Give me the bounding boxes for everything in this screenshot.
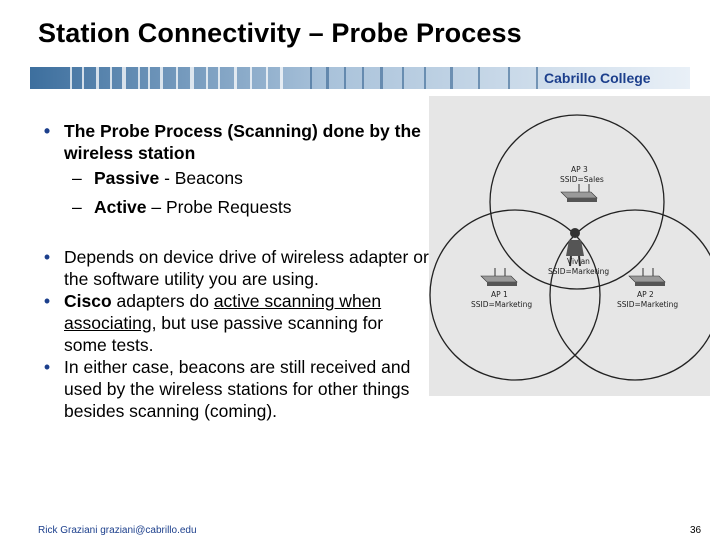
- bullet-dot-icon: •: [43, 357, 51, 377]
- bullet-text: Depends on device drive of wireless adapter or the software utility you are using.: [64, 247, 429, 289]
- bullet-text: The Probe Process (Scanning) done by the wireless station: [64, 121, 421, 163]
- bullet-list: [30, 120, 430, 422]
- sub-bullet-passive: [30, 164, 430, 193]
- bullet-dot-icon: •: [43, 291, 51, 311]
- bullet-beacons: [30, 356, 430, 422]
- ap3-name: AP 3: [571, 165, 588, 174]
- college-logo-text: Cabrillo College: [544, 70, 651, 86]
- bullet-underlined: active scanning when associating: [64, 291, 382, 333]
- sub-bullet-active: [30, 193, 430, 222]
- bullet-device-driver: [30, 246, 430, 290]
- dash-icon: –: [72, 197, 82, 217]
- bullet-cisco-adapters: [30, 290, 430, 356]
- ap2-name: AP 2: [637, 290, 654, 299]
- dash-icon: –: [72, 168, 82, 188]
- footer-author: Rick Graziani graziani@cabrillo.edu: [38, 525, 197, 536]
- bullet-text: , but use passive scanning for some tests.: [64, 313, 384, 355]
- bullet-dot-icon: •: [43, 247, 51, 267]
- bullet-bold: Cisco: [64, 291, 112, 311]
- ap1-ssid: SSID=Marketing: [471, 300, 533, 309]
- ap1-name: AP 1: [491, 290, 508, 299]
- slide-title: Station Connectivity – Probe Process: [38, 18, 522, 48]
- sub-bullet-bold: Active: [94, 197, 147, 217]
- client-ssid: SSID=Marketing: [548, 267, 610, 276]
- bullet-probe-process: [30, 120, 430, 164]
- sub-bullet-text: - Beacons: [159, 168, 243, 188]
- ap3-ssid: SSID=Sales: [560, 175, 604, 184]
- ap2-ssid: SSID=Marketing: [617, 300, 679, 309]
- bullet-text: In either case, beacons are still received and used by the wireless stations for other things besides scanning (coming).: [64, 357, 411, 421]
- page-number: 36: [690, 525, 702, 536]
- sub-bullet-bold: Passive: [94, 168, 160, 188]
- client-name: Vivian: [567, 257, 590, 266]
- sub-bullet-text: – Probe Requests: [146, 197, 292, 217]
- bullet-text: adapters do: [111, 291, 214, 311]
- bullet-dot-icon: •: [43, 121, 51, 141]
- scanning-diagram: [429, 96, 710, 396]
